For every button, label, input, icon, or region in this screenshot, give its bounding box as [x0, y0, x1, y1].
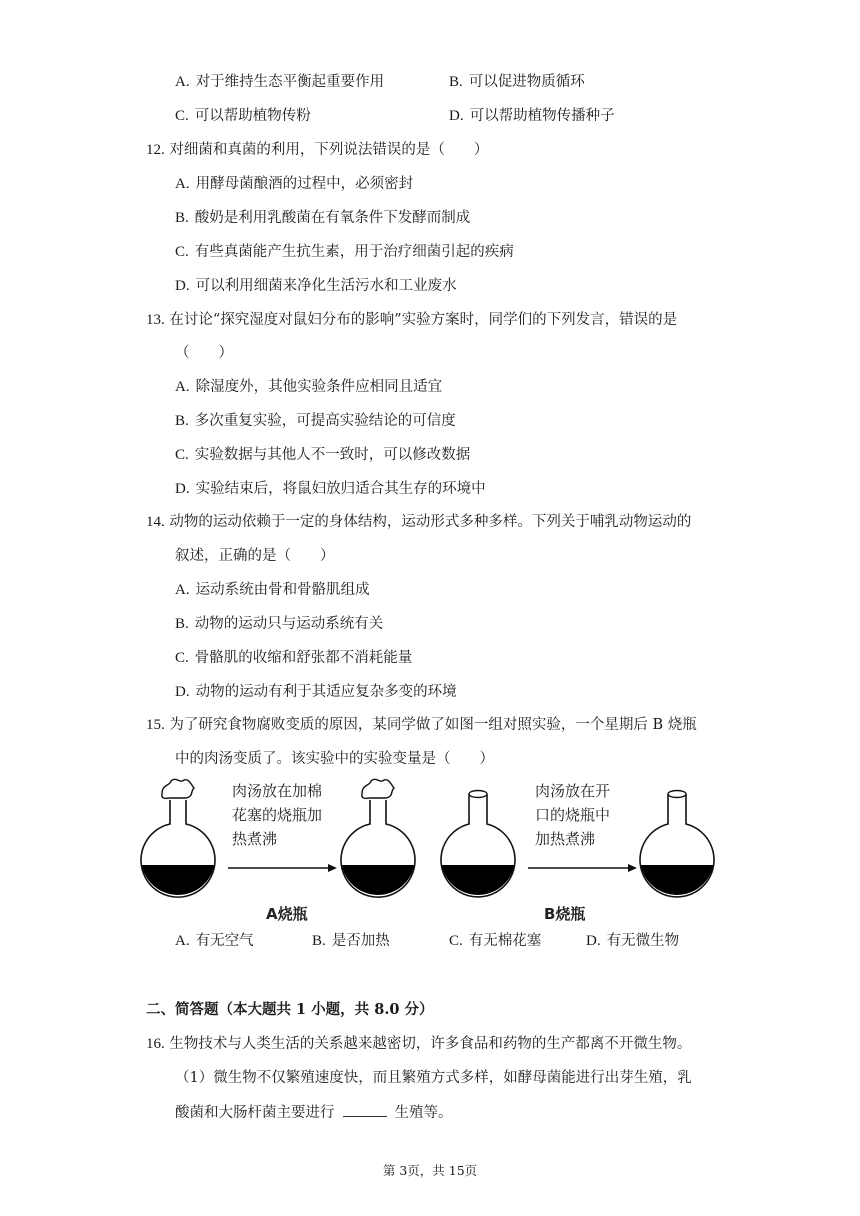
section-title: 二、简答题（本大题共 1 小题，共 8.0 分）: [146, 1001, 434, 1018]
answer-blank[interactable]: [343, 1102, 387, 1117]
flask-b-caption: B烧瓶: [544, 905, 586, 923]
q14-stem: 14. 动物的运动依赖于一定的身体结构，运动形式多种多样。下列关于哺乳动物运动的: [146, 514, 692, 530]
flask-a-after-icon: [340, 779, 416, 905]
q15-option-c: C. 有无棉花塞: [449, 933, 542, 949]
q12-option-a: A. 用酵母菌酿酒的过程中，必须密封: [175, 176, 414, 192]
flask-b-before-icon: [440, 791, 516, 906]
flask-a-caption: A烧瓶: [266, 905, 308, 923]
q13-option-a: A. 除湿度外，其他实验条件应相同且适宜: [175, 379, 443, 395]
q15-stem-cont: 中的肉汤变质了。该实验中的实验变量是（ ）: [175, 751, 494, 767]
q13-stem: 13. 在讨论“探究湿度对鼠妇分布的影响”实验方案时，同学们的下列发言，错误的是: [146, 312, 678, 328]
q14-option-a: A. 运动系统由骨和骨骼肌组成: [175, 582, 370, 598]
q16-sub1-line2: 酸菌和大肠杆菌主要进行 生殖等。: [175, 1102, 453, 1123]
q11-option-b: B. 可以促进物质循环: [449, 74, 585, 90]
q14-stem-cont: 叙述，正确的是（ ）: [175, 548, 335, 564]
q16-sub1-line1: （1）微生物不仅繁殖速度快，而且繁殖方式多样，如酵母菌能进行出芽生殖，乳: [175, 1070, 692, 1086]
flask-a-before-icon: [140, 779, 216, 905]
q15-stem: 15. 为了研究食物腐败变质的原因，某同学做了如图一组对照实验，一个星期后 B 烧瓶: [146, 717, 697, 733]
flask-b-text-1: 肉汤放在开: [535, 782, 611, 800]
q13-option-b: B. 多次重复实验，可提高实验结论的可信度: [175, 413, 456, 429]
q14-option-b: B. 动物的运动只与运动系统有关: [175, 616, 384, 632]
q15-option-b: B. 是否加热: [312, 933, 390, 949]
q11-option-a: A. 对于维持生态平衡起重要作用: [175, 74, 385, 90]
q13-stem-cont: （ ）: [175, 345, 233, 361]
q12-stem: 12. 对细菌和真菌的利用，下列说法错误的是（ ）: [146, 142, 489, 158]
q16-stem: 16. 生物技术与人类生活的关系越来越密切，许多食品和药物的生产都离不开微生物。: [146, 1036, 692, 1052]
q15-flask-figure: [140, 776, 730, 928]
q12-option-c: C. 有些真菌能产生抗生素，用于治疗细菌引起的疾病: [175, 244, 514, 260]
flask-a-text-2: 花塞的烧瓶加: [232, 806, 323, 824]
q15-option-a: A. 有无空气: [175, 933, 254, 949]
flask-b-text-2: 口的烧瓶中: [535, 806, 611, 824]
q13-option-c: C. 实验数据与其他人不一致时，可以修改数据: [175, 447, 471, 463]
flask-a-text-1: 肉汤放在加棉: [232, 782, 323, 800]
q12-option-b: B. 酸奶是利用乳酸菌在有氧条件下发酵而制成: [175, 210, 471, 226]
flask-a-text-3: 热煮沸: [232, 830, 278, 848]
flask-b-after-icon: [639, 791, 715, 906]
flask-b-text-3: 加热煮沸: [535, 830, 596, 848]
q11-option-d: D. 可以帮助植物传播种子: [449, 108, 615, 124]
q12-option-d: D. 可以利用细菌来净化生活污水和工业废水: [175, 278, 457, 294]
page-footer: 第 3页，共 15页: [382, 1163, 478, 1178]
q14-option-c: C. 骨骼肌的收缩和舒张都不消耗能量: [175, 650, 413, 666]
q15-option-d: D. 有无微生物: [586, 933, 680, 949]
q13-option-d: D. 实验结束后，将鼠妇放归适合其生存的环境中: [175, 481, 486, 497]
q14-option-d: D. 动物的运动有利于其适应复杂多变的环境: [175, 684, 457, 700]
q11-option-c: C. 可以帮助植物传粉: [175, 108, 311, 124]
